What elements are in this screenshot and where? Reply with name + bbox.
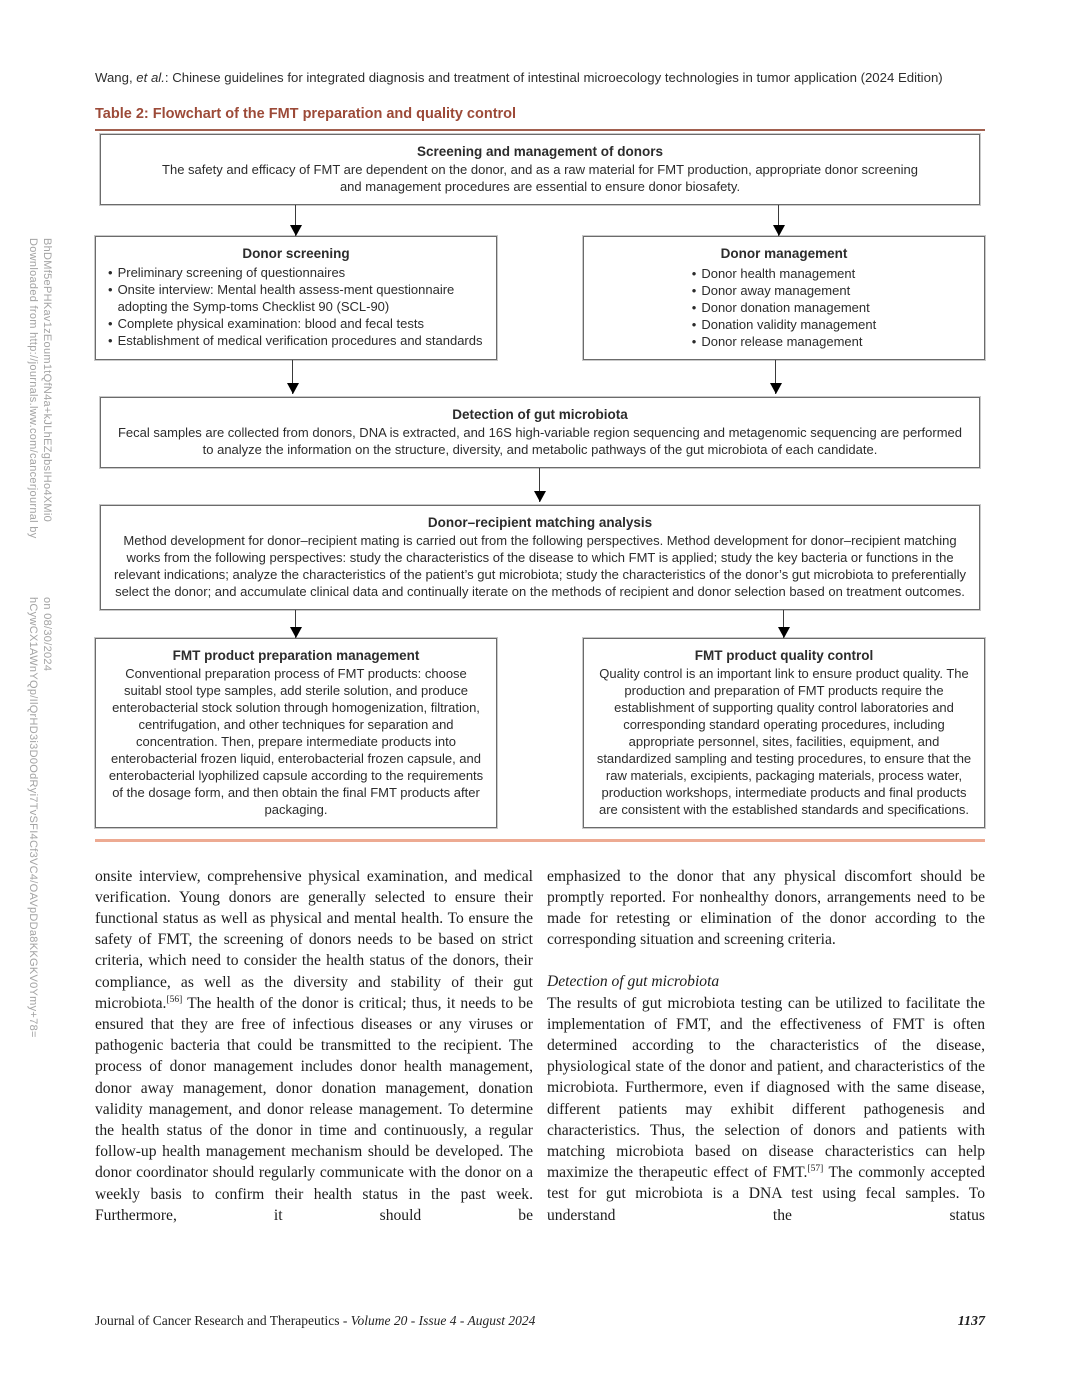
running-head-etal: et al. xyxy=(136,70,165,85)
watermark-line-1: Downloaded from http://journals.lww.com/cancerjournal by BhDMf5ePHKav1zEoum1tQfN4a+kJLhEZgbsIHo4XMi0 xyxy=(27,238,53,539)
table-title: Table 2: Flowchart of the FMT preparation and quality control xyxy=(95,106,517,122)
donor-management-list xyxy=(692,265,876,350)
box-donor-screening xyxy=(95,236,497,360)
list-item: • Donor release management xyxy=(691,334,863,349)
donor-screening-title: Donor screening xyxy=(242,246,350,261)
arrow-row-3 xyxy=(95,468,985,502)
arrow-row-2 xyxy=(95,360,985,394)
down-arrow-icon xyxy=(778,205,779,236)
table-bottom-rule xyxy=(95,839,985,842)
down-arrow-icon xyxy=(295,205,296,236)
paragraph: The results of gut microbiota testing can be utilized to facilitate the implementation of FMT, and the effectiveness of FMT is often determined according to the characteristics of the disease, physiological state of the donor and patient, and characteristics of the microbiota. Furthermore, even if diagnosed with the same disease, different patients may exhibit different pathogenesis and characteristics. Thus, the selection of donors and patients with matching microbiota based on disease characteristics can help maximize the therapeutic effect of FMT.[57] The commonly accepted test for gut microbiota is a DNA test using fecal samples. To understand the status xyxy=(547,994,985,1224)
box-detection xyxy=(100,397,980,468)
list-item: • Donation validity management xyxy=(691,317,877,332)
arrow-row-4 xyxy=(95,610,985,638)
download-watermark xyxy=(26,238,54,1038)
down-arrow-icon xyxy=(295,610,296,638)
fmt-qc-title: FMT product quality control xyxy=(694,648,874,663)
list-item: • Preliminary screening of questionnaires xyxy=(108,265,346,280)
paragraph: onsite interview, comprehensive physical examination, and medical verification. Young donors are generally selected to ensure their functional status as well as physical and mental health. To ensure the safety of FMT, the screening of donors needs to be based on strict criteria, which need to consider the health status of the donors, their compliance, as well as the diversity and stability of their gut microbiota.[56] The health of the donor is critical; thus, it needs to be ensured that they are free of infectious diseases or any viruses or pathogenic bacteria that could be transmitted to the recipient. The process of donor management includes donor health management, donor away management, donor donation management, donation validity management, and donor release management. To determine the health status of the donor in time and continuously, a regular follow-up health management mechanism should be developed. The donor coordinator should regularly communicate with the donor on a weekly basis to confirm their health status in the past week. Furthermore, it should be xyxy=(95,867,533,1224)
reference-57: [57] xyxy=(807,1163,824,1174)
down-arrow-icon xyxy=(539,468,540,502)
down-arrow-icon xyxy=(292,360,293,394)
detection-title: Detection of gut microbiota xyxy=(452,407,628,422)
journal-citation xyxy=(95,1313,535,1329)
section-subhead: Detection of gut microbiota xyxy=(547,973,720,991)
list-item: • Onsite interview: Mental health assess-ment questionnaire adopting the Symp-toms Checklist 90 (SCL-90) xyxy=(108,282,455,314)
matching-title: Donor–recipient matching analysis xyxy=(427,515,653,530)
box-screening-title: Screening and management of donors xyxy=(416,144,664,159)
watermark-line-2: hCywCX1AWnYQp/IlQrHD3i3D0OdRyi7TvSFI4Cf3VC4/OAVpDDa8KKGKV0Ymy+78= on 08/30/2024 xyxy=(27,597,53,1038)
box-fmt-preparation xyxy=(95,638,497,828)
matching-body: Method development for donor–recipient mating is carried out from the following perspectives. Method development for donor–recipient matching works from the following perspectives: study the characteristics of the disease to which FMT is applied; study the key bacteria or functions in the relevant indications; analyze the characteristics of the patient’s gut microbiota; study the characteristics of the donor’s gut microbiota to preferentially select the donor; and accumulate clinical data and continually iterate on the methods of recipient and donor selection based on treatment outcomes. xyxy=(114,533,966,599)
fmt-preparation-body: Conventional preparation process of FMT products: choose suitabl stool type samples, add sterile solution, and produce enterobacterial stock solution through homogenization, filtration, centrifugation, and other techniques for separation and concentration. Then, prepare intermediate products into enterobacterial frozen liquid, enterobacterial frozen capsule, and enterobacterial lyophilized capsule according to the requirements of the dosage form, and then obtain the final FMT products after packaging. xyxy=(108,666,484,817)
fmt-flowchart xyxy=(95,134,985,828)
fmt-qc-body: Quality control is an important link to ensure product quality. The production and preparation of FMT products require the establishment of supporting quality control laboratories and corresponding standard operating procedures, including appropriate personnel, sites, facilities, equipment, and standardized sampling and testing procedures, to ensure that the raw materials, excipients, packaging materials, process water, production workshops, intermediate products and final products are consistent with the established standards and specifications. xyxy=(596,666,972,817)
arrow-row-1 xyxy=(95,205,985,236)
running-head-title: : Chinese guidelines for integrated diagnosis and treatment of intestinal microecology technologies in tumor application (2024 Edition) xyxy=(164,70,943,85)
box-screening-body: The safety and efficacy of FMT are dependent on the donor, and as a raw material for FMT production, appropriate donor screening and management procedures are essential to ensure donor biosafety. xyxy=(162,162,918,194)
left-column xyxy=(95,866,533,1226)
donor-management-title: Donor management xyxy=(720,246,848,261)
body-text xyxy=(95,866,985,1226)
down-arrow-icon xyxy=(783,610,784,638)
title-rule xyxy=(95,129,985,131)
list-item: • Donor donation management xyxy=(691,300,870,315)
box-fmt-quality-control xyxy=(583,638,985,828)
detection-body: Fecal samples are collected from donors, DNA is extracted, and 16S high-variable region sequencing and metagenomic sequencing are performed to analyze the information on the structure, diversity, and metabolic pathways of the gut microbiota of each candidate. xyxy=(117,425,963,457)
right-column xyxy=(547,866,985,1226)
page-footer xyxy=(95,1313,985,1330)
down-arrow-icon xyxy=(775,360,776,394)
journal-name: Journal of Cancer Research and Therapeutics xyxy=(95,1313,340,1328)
list-item: • Establishment of medical verification procedures and standards xyxy=(108,333,483,348)
list-item: • Complete physical examination: blood and fecal tests xyxy=(108,316,424,331)
paragraph: emphasized to the donor that any physical discomfort should be promptly reported. For nonhealthy donors, arrangements need to be made for retesting or elimination of the donor according to the corresponding situation and screening criteria. xyxy=(547,867,985,949)
page-number: 1137 xyxy=(957,1314,985,1329)
list-item: • Donor away management xyxy=(691,283,851,298)
donor-screening-list xyxy=(108,264,484,349)
box-donor-management xyxy=(583,236,985,360)
running-head xyxy=(95,70,985,85)
reference-56: [56] xyxy=(166,994,183,1005)
box-screening-and-management xyxy=(100,134,980,205)
box-matching xyxy=(100,505,980,610)
running-head-authors: Wang, xyxy=(95,70,137,85)
list-item: • Donor health management xyxy=(691,266,856,281)
journal-issue: - Volume 20 - Issue 4 - August 2024 xyxy=(339,1313,536,1328)
fmt-preparation-title: FMT product preparation management xyxy=(172,648,420,663)
